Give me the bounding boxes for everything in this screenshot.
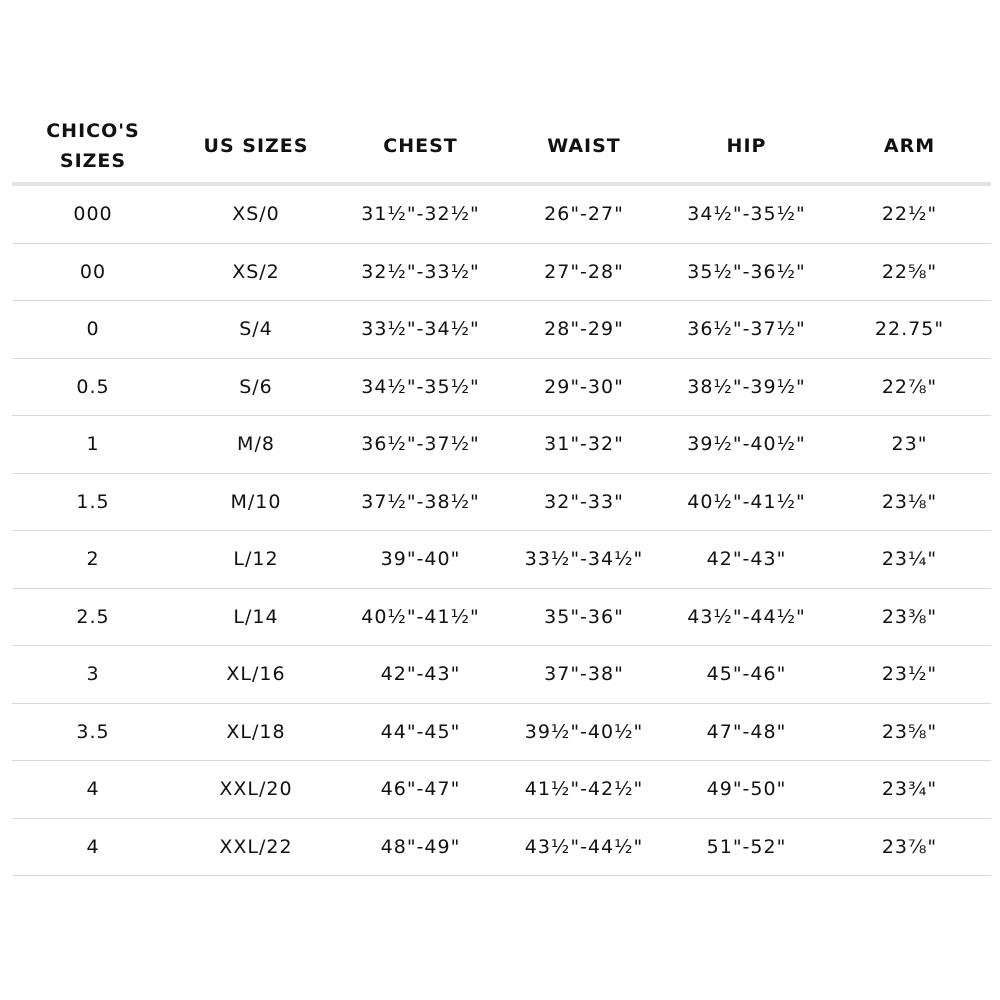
cell-hip: 39½"-40½" — [665, 416, 828, 474]
cell-waist: 28"-29" — [503, 301, 665, 359]
cell-arm: 22½" — [828, 184, 991, 243]
table-row — [12, 588, 991, 646]
size-chart-body — [12, 184, 991, 876]
cell-chicos-sizes: 000 — [12, 184, 174, 243]
cell-hip: 43½"-44½" — [665, 588, 828, 646]
table-row — [12, 358, 991, 416]
cell-arm: 23⅞" — [828, 818, 991, 876]
cell-arm: 23⅝" — [828, 703, 991, 761]
size-chart-header — [12, 110, 991, 184]
cell-chicos-sizes: 4 — [12, 818, 174, 876]
cell-chest: 46"-47" — [338, 761, 503, 819]
cell-chicos-sizes: 00 — [12, 243, 174, 301]
column-header-label: CHICO'S — [46, 120, 140, 142]
cell-waist: 32"-33" — [503, 473, 665, 531]
cell-arm: 22⅝" — [828, 243, 991, 301]
column-header-label: US SIZES — [203, 135, 309, 157]
cell-chest: 32½"-33½" — [338, 243, 503, 301]
cell-waist: 27"-28" — [503, 243, 665, 301]
cell-waist: 29"-30" — [503, 358, 665, 416]
table-row — [12, 243, 991, 301]
cell-chicos-sizes: 3 — [12, 646, 174, 704]
cell-chest: 39"-40" — [338, 531, 503, 589]
cell-arm: 22⅞" — [828, 358, 991, 416]
cell-arm: 23⅛" — [828, 473, 991, 531]
cell-chest: 42"-43" — [338, 646, 503, 704]
table-row — [12, 703, 991, 761]
table-row — [12, 646, 991, 704]
cell-arm: 23¼" — [828, 531, 991, 589]
cell-chicos-sizes: 2 — [12, 531, 174, 589]
cell-waist: 39½"-40½" — [503, 703, 665, 761]
column-header-label: HIP — [726, 135, 767, 157]
table-row — [12, 761, 991, 819]
cell-hip: 49"-50" — [665, 761, 828, 819]
cell-us-sizes: XXL/20 — [174, 761, 338, 819]
table-row — [12, 531, 991, 589]
table-row — [12, 473, 991, 531]
column-header-hip — [665, 110, 828, 184]
cell-us-sizes: L/12 — [174, 531, 338, 589]
cell-waist: 37"-38" — [503, 646, 665, 704]
cell-hip: 34½"-35½" — [665, 184, 828, 243]
column-header-arm — [828, 110, 991, 184]
cell-chicos-sizes: 3.5 — [12, 703, 174, 761]
cell-waist: 33½"-34½" — [503, 531, 665, 589]
cell-us-sizes: XS/2 — [174, 243, 338, 301]
cell-waist: 26"-27" — [503, 184, 665, 243]
cell-hip: 36½"-37½" — [665, 301, 828, 359]
cell-waist: 35"-36" — [503, 588, 665, 646]
cell-arm: 22.75" — [828, 301, 991, 359]
cell-chest: 40½"-41½" — [338, 588, 503, 646]
cell-waist: 41½"-42½" — [503, 761, 665, 819]
cell-us-sizes: XS/0 — [174, 184, 338, 243]
cell-us-sizes: L/14 — [174, 588, 338, 646]
cell-arm: 23⅜" — [828, 588, 991, 646]
cell-hip: 42"-43" — [665, 531, 828, 589]
cell-us-sizes: XL/18 — [174, 703, 338, 761]
cell-hip: 51"-52" — [665, 818, 828, 876]
cell-arm: 23½" — [828, 646, 991, 704]
cell-chest: 37½"-38½" — [338, 473, 503, 531]
cell-arm: 23¾" — [828, 761, 991, 819]
cell-waist: 43½"-44½" — [503, 818, 665, 876]
cell-chest: 34½"-35½" — [338, 358, 503, 416]
column-header-label: ARM — [883, 135, 936, 157]
cell-chicos-sizes: 0 — [12, 301, 174, 359]
cell-us-sizes: M/10 — [174, 473, 338, 531]
column-header-label: WAIST — [547, 135, 621, 157]
column-header-label: CHEST — [383, 135, 458, 157]
table-row — [12, 818, 991, 876]
cell-arm: 23" — [828, 416, 991, 474]
cell-chest: 36½"-37½" — [338, 416, 503, 474]
cell-us-sizes: XL/16 — [174, 646, 338, 704]
header-row — [12, 110, 991, 184]
cell-waist: 31"-32" — [503, 416, 665, 474]
cell-hip: 40½"-41½" — [665, 473, 828, 531]
table-row — [12, 184, 991, 243]
cell-chest: 31½"-32½" — [338, 184, 503, 243]
cell-chicos-sizes: 2.5 — [12, 588, 174, 646]
cell-us-sizes: S/4 — [174, 301, 338, 359]
column-header-chest — [338, 110, 503, 184]
cell-us-sizes: XXL/22 — [174, 818, 338, 876]
cell-chicos-sizes: 1.5 — [12, 473, 174, 531]
cell-chicos-sizes: 1 — [12, 416, 174, 474]
cell-hip: 35½"-36½" — [665, 243, 828, 301]
column-header-label: SIZES — [59, 150, 127, 172]
cell-chest: 48"-49" — [338, 818, 503, 876]
column-header-waist — [503, 110, 665, 184]
cell-chest: 44"-45" — [338, 703, 503, 761]
cell-chicos-sizes: 4 — [12, 761, 174, 819]
table-row — [12, 416, 991, 474]
table-row — [12, 301, 991, 359]
cell-us-sizes: M/8 — [174, 416, 338, 474]
cell-chicos-sizes: 0.5 — [12, 358, 174, 416]
cell-hip: 45"-46" — [665, 646, 828, 704]
cell-hip: 38½"-39½" — [665, 358, 828, 416]
size-chart-table — [12, 110, 991, 876]
cell-chest: 33½"-34½" — [338, 301, 503, 359]
cell-us-sizes: S/6 — [174, 358, 338, 416]
cell-hip: 47"-48" — [665, 703, 828, 761]
column-header-us-sizes — [174, 110, 338, 184]
column-header-chicos-sizes — [12, 110, 174, 184]
